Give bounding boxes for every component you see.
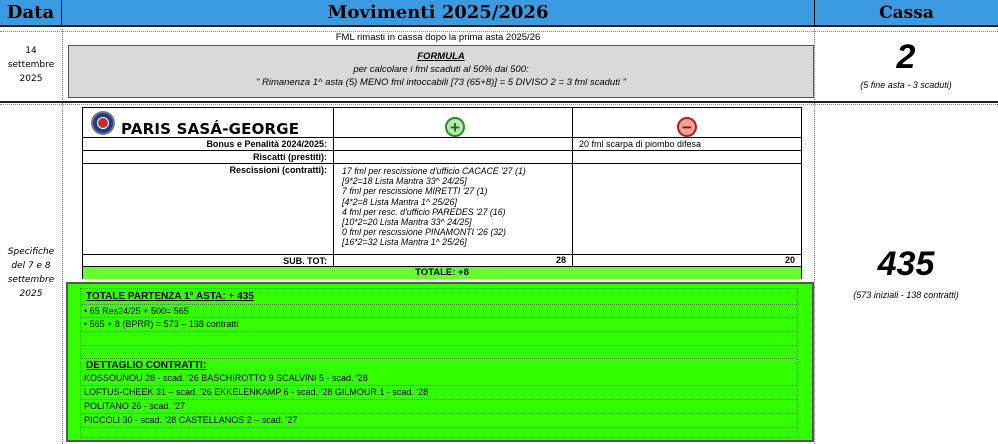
row-divider — [81, 399, 797, 400]
row-divider — [81, 358, 797, 359]
date-row1 — [0, 44, 62, 86]
summary-line1: • 65 Res24/25 + 500= 565 — [84, 306, 189, 316]
list-item: 7 fml per rescissione MIRETTI '27 (1) — [342, 186, 488, 197]
formula-line2: " Rimanenza 1^ asta (5) MENO fml intoccabili [73 (65+8)] = 5 DIVISO 2 = 3 fml scaduti " — [256, 77, 626, 88]
row-divider — [81, 331, 797, 332]
summary-block — [66, 282, 814, 442]
date-line: settembre — [7, 275, 55, 285]
date-line: del 7 e 8 — [11, 261, 51, 271]
date-line: Specifiche — [7, 247, 55, 257]
col-divider — [333, 108, 334, 278]
label-bonus: Bonus e Penalità 2024/2025: — [206, 139, 327, 149]
header-data: Data — [0, 0, 62, 27]
row-divider — [81, 413, 797, 414]
subtot-plus: 28 — [555, 255, 566, 265]
date-month: settembre — [7, 60, 55, 70]
row-divider — [81, 385, 797, 386]
list-item: [9*2=18 Lista Mantra 33^ 24/25] — [342, 176, 467, 187]
cassa-value-row2: 435 — [877, 245, 935, 283]
grid-line — [62, 29, 63, 444]
date-year: 2025 — [19, 74, 43, 84]
team-logo-icon — [91, 111, 115, 135]
formula-line1: per calcolare i fml scaduti al 50% dai 500: — [353, 64, 529, 75]
contract-line: POLITANO 26 - scad. '27 — [84, 401, 186, 411]
row-divider — [0, 101, 998, 103]
plus-circle-icon: + — [445, 117, 465, 137]
bonus-minus-value: 20 fml scarpa di piombo difesa — [579, 139, 702, 149]
team-name: PARIS SASÁ-GEORGE — [121, 120, 300, 138]
list-item: 0 fml per rescissione PINAMONTI '26 (32) — [342, 227, 506, 238]
header-cassa: Cassa — [814, 0, 998, 27]
list-item: [16*2=32 Lista Mantra 1^ 25/26] — [342, 237, 467, 248]
row-divider — [83, 150, 801, 151]
row-divider — [83, 163, 801, 164]
header-movimenti: Movimenti 2025/2026 — [62, 0, 814, 27]
grid-line — [814, 29, 815, 444]
label-riscatti: Riscatti (prestiti): — [252, 152, 327, 162]
list-item: 4 fml per resc. d'ufficio PAREDES '27 (16) — [342, 206, 506, 217]
row-divider — [81, 317, 797, 318]
date-day: 14 — [25, 46, 37, 56]
label-subtot: SUB. TOT: — [283, 256, 327, 266]
subtot-minus: 20 — [784, 255, 795, 265]
contract-line: KOSSOUNOU 28 - scad. '26 BASCHIROTTO 9 SCALVINI 5 - scad. '28 — [84, 373, 368, 383]
cassa-value-row1: 2 — [896, 38, 916, 76]
summary-title: TOTALE PARTENZA 1° ASTA: + 435 — [86, 291, 254, 302]
list-item: 17 fml per rescissione d'ufficio CACACE '27 (1) — [342, 166, 526, 176]
list-item: [10*2=20 Lista Mantra 33^ 24/25] — [342, 217, 472, 228]
summary-line2: • 565 + 8 (BPRR) = 573 – 138 contratti — [84, 319, 239, 329]
cassa-note-row1: (5 fine asta - 3 scaduti) — [860, 80, 952, 90]
date-line: 2025 — [19, 289, 43, 299]
contract-line: LOFTUS-CHEEK 31 – scad. '26 EKKELENKAMP 6 - scad. '28 GILMOUR 1 - scad. '28 — [84, 387, 429, 397]
list-item: [4*2=8 Lista Mantra 1^ 25/26] — [342, 196, 457, 207]
contracts-title: DETTAGLIO CONTRATTI: — [86, 360, 207, 371]
date-row2 — [0, 245, 62, 301]
totale-row: TOTALE: +8 — [83, 266, 801, 279]
contract-line: PICCOLI 30 - scad. '28 CASTELLANOS 2 – scad. '27 — [84, 415, 298, 425]
team-table — [82, 107, 802, 279]
row-divider — [81, 345, 797, 346]
summary-inner — [80, 288, 798, 438]
col-divider — [572, 108, 573, 278]
label-rescissioni: Rescissioni (contratti): — [229, 165, 327, 175]
rescissioni-list — [342, 166, 526, 248]
row-divider — [81, 427, 797, 428]
grid-line — [0, 104, 998, 105]
minus-circle-icon: − — [677, 117, 697, 137]
formula-box — [68, 45, 814, 98]
fml-note: FML rimasti in cassa dopo la prima asta 2025/26 — [335, 32, 541, 43]
row-divider — [81, 304, 797, 305]
formula-title: FORMULA — [417, 51, 465, 62]
cassa-note-row2: (573 iniziali - 138 contratti) — [853, 290, 959, 300]
